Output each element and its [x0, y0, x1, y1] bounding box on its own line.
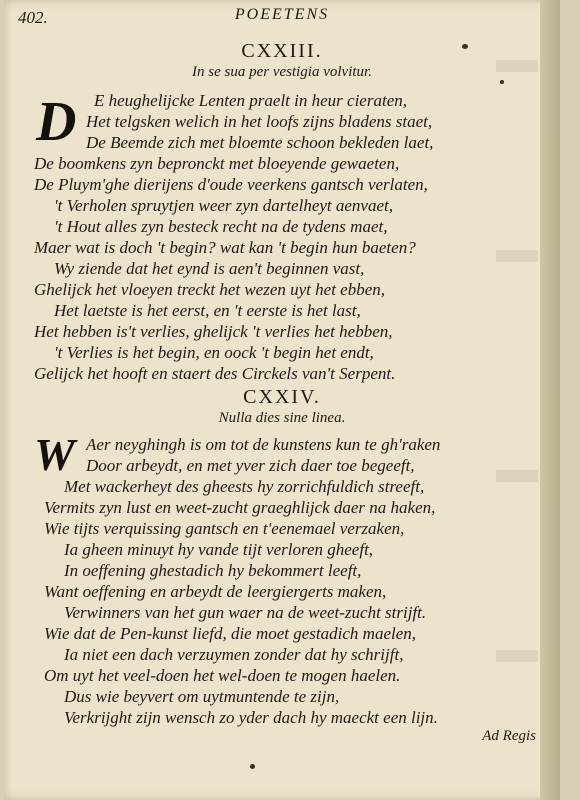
book-page: [4, 0, 560, 800]
drop-cap: W: [34, 429, 75, 480]
poem-line: Met wackerheyt des gheests hy zorrichfuldich streeft,: [64, 477, 425, 496]
poem-line: De Pluym'ghe dierijens d'oude veerkens gantsch verlaten,: [34, 175, 428, 194]
poem-line: Verkrijght zijn wensch zo yder dach hy maeckt een lijn.: [64, 708, 438, 727]
page-header: [4, 4, 560, 28]
poem-line: Gelijck het hooft en staert des Circkels van't Serpent.: [34, 364, 396, 383]
poem-line: Door arbeydt, en met yver zich daer toe begeeft,: [86, 456, 415, 475]
bleed-through-mark: [496, 650, 538, 662]
poem-line: In oeffening ghestadich hy bekommert leeft,: [64, 561, 362, 580]
poem-line: Dus wie beyvert om uytmuntende te zijn,: [64, 687, 340, 706]
poem-line: Om uyt het veel-doen het wel-doen te mogen haelen.: [44, 666, 401, 685]
poem-line: Het laetste is het eerst, en 't eerste is het last,: [54, 301, 361, 320]
ink-spot: [250, 764, 255, 769]
drop-cap: D: [36, 91, 77, 153]
poem-line: 't Hout alles zyn besteck recht na de tydens maet,: [54, 217, 388, 236]
poem-line: E heughelijcke Lenten praelt in heur cieraten,: [94, 91, 407, 110]
bleed-through-mark: [496, 470, 538, 482]
poem-line: Wy ziende dat het eynd is aen't beginnen vast,: [54, 259, 365, 278]
bleed-through-mark: [496, 250, 538, 262]
poem-line: Verwinners van het gun waer na de weet-zucht strijft.: [64, 603, 427, 622]
poem-motto: Nulla dies sine linea.: [218, 410, 346, 426]
poem-line: De Beemde zich met bloemte schoon bekleden laet,: [86, 133, 434, 152]
poem-line: Wie dat de Pen-kunst liefd, die moet gestadich maelen,: [44, 624, 417, 643]
poem-number: CXXIII.: [241, 40, 323, 62]
poem-line: Vermits zyn lust en weet-zucht graeghlijck daer na haken,: [44, 498, 436, 517]
poem-line: Aer neyghingh is om tot de kunstens kun te gh'raken: [86, 435, 441, 454]
poem-line: De boomkens zyn bepronckt met bloeyende gewaeten,: [34, 154, 400, 173]
poem-line: Het telgsken welich in het loofs zijns bladens staet,: [86, 112, 433, 131]
poem-line: Ia niet een dach verzuymen zonder dat hy schrijft,: [64, 645, 404, 664]
catchword: Ad Regis: [482, 728, 536, 744]
poem-line: Maer wat is doch 't begin? wat kan 't begin hun baeten?: [34, 238, 416, 257]
poem-line: Wie tijts verquissing gantsch en t'eenemael verzaken,: [44, 519, 405, 538]
poem-line: 't Verlies is het begin, en oock 't begin het endt,: [54, 343, 374, 362]
page-number: 402.: [18, 8, 48, 27]
running-title: POEETENS: [234, 6, 330, 23]
poem-motto: In se sua per vestigia volvitur.: [192, 64, 372, 80]
poem-line: 't Verholen spruytjen weer zyn dartelheyt aenvaet,: [54, 196, 393, 215]
poem-line: Ghelijck het vloeyen treckt het wezen uyt het ebben,: [34, 280, 386, 299]
poem-line: Ia gheen minuyt hy vande tijt verloren gheeft,: [64, 540, 374, 559]
poem-line: Want oeffening en arbeydt de leergiergerts maken,: [44, 582, 387, 601]
poem-line: Het hebben is't verlies, ghelijck 't verlies het hebben,: [34, 322, 393, 341]
poem-number: CXXIV.: [243, 386, 321, 408]
